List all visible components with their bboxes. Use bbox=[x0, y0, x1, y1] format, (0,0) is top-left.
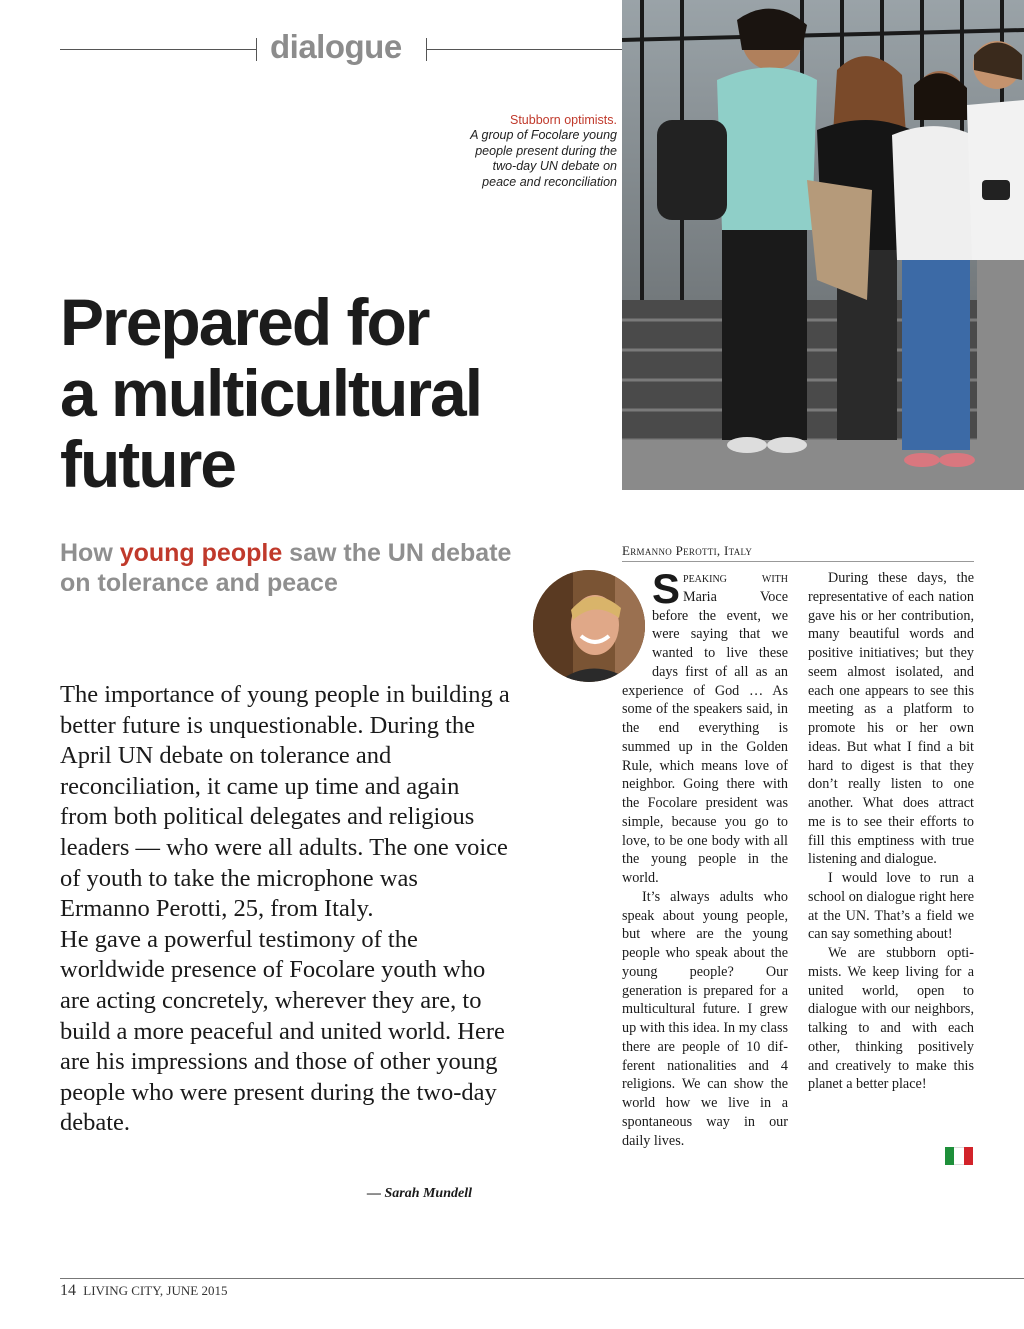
column-1-paragraph-1: Maria Voce before the event, we were saying that we wanted to live these days first of all as an experience of God … As some of the speakers said, in the end everything is summed up in the Golden Rule, which means love of neighbor. Going there with the Focolare president was simple, because you go to love, to be one body with all the young people in the world. bbox=[622, 588, 788, 886]
caption-heading: Stubborn optimists. bbox=[510, 113, 617, 127]
subheadline-part-2: saw the UN debate on tolerance and peace bbox=[60, 539, 512, 597]
photo-caption bbox=[470, 113, 617, 190]
headline-line-3: future bbox=[60, 427, 235, 501]
subheadline-highlight: young people bbox=[119, 539, 283, 567]
interviewee-heading: Ermanno Perotti, Italy bbox=[622, 543, 974, 562]
column-2-paragraph-3: We are stubborn optimists. We keep living for a united world, open to dialogue with our neighbors, talking to and with each other, thinking positively and creatively to make this planet a better place! bbox=[808, 945, 974, 1093]
headline-line-1: Prepared for bbox=[60, 285, 429, 359]
sidebar-column-2 bbox=[808, 569, 974, 1094]
subheadline-part-1: How bbox=[60, 539, 120, 567]
section-rule-tick-left bbox=[256, 38, 257, 61]
drop-cap: S bbox=[652, 565, 681, 612]
headline-line-2: a multicultural bbox=[60, 356, 482, 430]
page-footer bbox=[60, 1282, 227, 1300]
group-photo bbox=[622, 0, 1024, 490]
section-rule-left bbox=[60, 49, 256, 50]
intro-paragraph-2: He gave a powerful testimony of the worldwide presence of Focolare youth who are acting concretely, wherever they are, to build a more peaceful and united world. Here are his impressions and those of other young people who were present during the two-day debate. bbox=[60, 925, 505, 1137]
caption-body: A group of Focolare young people present during the two-day UN debate on peace and reconciliation bbox=[470, 128, 617, 189]
headline bbox=[60, 287, 600, 500]
italy-flag-icon bbox=[945, 1147, 973, 1165]
lead-in-smallcaps: peaking with bbox=[683, 570, 788, 586]
publication-info: LIVING CITY, JUNE 2015 bbox=[83, 1283, 228, 1298]
subheadline bbox=[60, 538, 530, 598]
intro-text bbox=[60, 680, 510, 1139]
portrait-wrap-spacer bbox=[622, 569, 652, 682]
section-rule-right bbox=[426, 49, 622, 50]
intro-paragraph-1: The importance of young people in building a better future is unquestionable. During the April UN debate on tolerance and reconciliation, it came up time and again from both political delegates and religious leaders — who were all adults. The one voice of youth to take the microphone was Ermanno Perotti, 25, from Italy. bbox=[60, 681, 510, 923]
column-2-paragraph-2: I would love to run a school on dialogue right here at the UN. That’s a field we can say something about! bbox=[808, 870, 974, 943]
section-label: dialogue bbox=[270, 28, 402, 65]
page-number: 14 bbox=[60, 1282, 76, 1299]
byline: — Sarah Mundell bbox=[366, 1186, 472, 1201]
column-2-paragraph-1: During these days, the representative of each nation gave his or her contribution, many beautiful words and positive initiatives; but they seem almost isolated, and each one appears to see this meeting as a platform to promote his or her own ideas. But what I find a bit hard to digest is that they don’t really listen to one another. What does attract me is to see their efforts to fill this emptiness with true listening and dialogue. bbox=[808, 570, 974, 868]
sidebar-column-1 bbox=[622, 565, 788, 1150]
column-1-paragraph-2: It’s always adults who speak about young people, but where are the young people who speak about the young people? Our generation is prepared for a multicultural future. I grew up with this idea. In my class there are people of 10 different nationalities and 4 religions. We can show the world how we live in a spontaneous way in our daily lives. bbox=[622, 888, 788, 1149]
footer-rule bbox=[60, 1278, 1024, 1279]
